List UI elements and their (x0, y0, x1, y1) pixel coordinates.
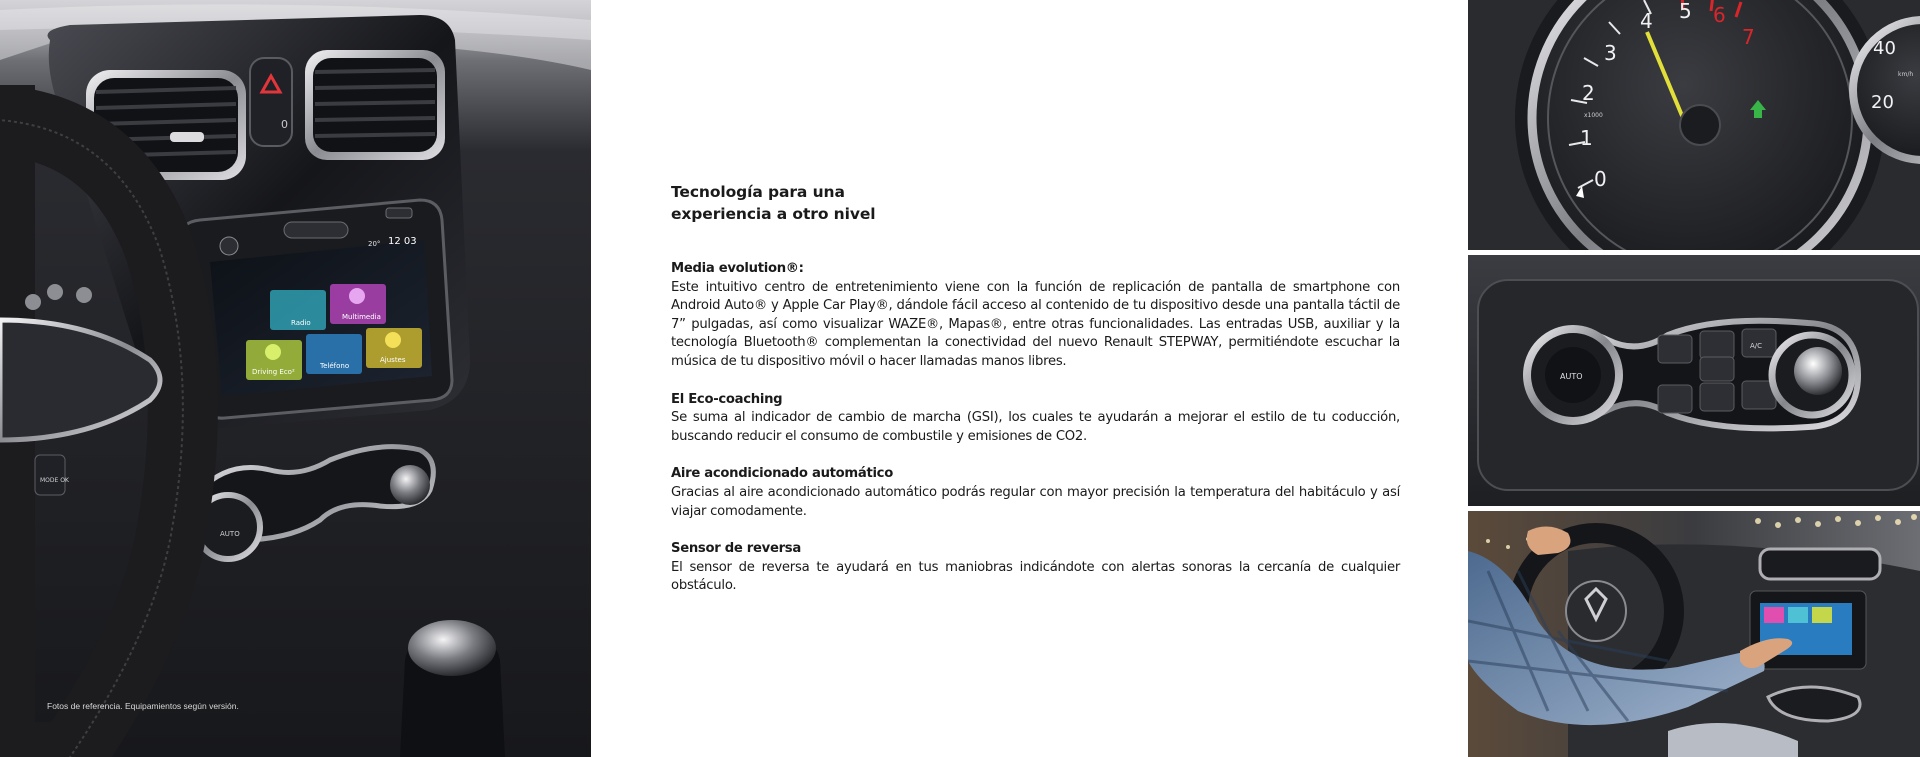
tach-unit: x1000 (1584, 112, 1603, 119)
climate-control-photo (1468, 255, 1920, 506)
photo-column (1468, 0, 1920, 757)
gauge-cluster-photo (1468, 0, 1920, 250)
screen-temperature: 20° (368, 240, 381, 248)
tach-number-6: 6 (1713, 3, 1726, 27)
hazard-button (250, 58, 292, 146)
climate-auto-button-label: AUTO (1560, 372, 1583, 381)
climate-auto-label: AUTO (220, 530, 240, 538)
page-title-line-2: experiencia a otro nivel (671, 205, 876, 223)
photo-caption: Fotos de referencia. Equipamientos según versión. (47, 701, 239, 711)
tach-number-7: 7 (1742, 25, 1755, 49)
section-body: Se suma al indicador de cambio de marcha (GSI), los cuales te ayudarán a mejorar el estilo de tu coducción, buscando reducir el consumo de combustile y emisiones de CO2. (671, 410, 1400, 444)
radio-app-label: Radio (291, 319, 311, 327)
telefono-app-label: Teléfono (320, 362, 350, 370)
gear-shift-knob (400, 620, 505, 757)
speed-number-40: 40 (1873, 38, 1896, 59)
section-media-evolution (671, 260, 1400, 372)
tach-number-5: 5 (1679, 0, 1692, 23)
speed-number-20: 20 (1871, 92, 1894, 113)
media-evolution-unit (178, 200, 452, 418)
climate-ac-button-label: A/C (1750, 342, 1763, 350)
section-title: Sensor de reversa (671, 541, 801, 557)
driver-illustration (1468, 511, 1920, 757)
tach-number-2: 2 (1582, 81, 1595, 105)
screen-clock: 12 03 (388, 236, 417, 247)
content-column (671, 181, 1400, 596)
ajustes-app-label: Ajustes (380, 356, 406, 364)
section-body: Gracias al aire acondicionado automático podrás regular con mayor precisión la temperatura del habitáculo y así viajar comodamente. (671, 484, 1400, 519)
driving-eco-app-label: Driving Eco² (252, 368, 295, 376)
tach-number-0: 0 (1594, 167, 1607, 191)
page-title (671, 181, 1400, 225)
drive-mode-button-label: MODE OK (40, 477, 69, 484)
section-eco-coaching (671, 391, 1400, 447)
dashboard-photo (0, 0, 591, 757)
section-title: El Eco-coaching (671, 391, 783, 407)
section-body: Este intuitivo centro de entretenimiento viene con la función de replicación de pantalla de smartphone con Android Auto® y Apple Car Play®, dándole fácil acceso al contenido de tu dispositivo desde una pantalla táctil de 7” pulgadas, así como visualizar WAZE®, Mapas®, entre otras funcionalidades. Las entradas USB, auxiliar y la tecnología Bluetooth® complementan la conectividad del nuevo Renault STEPWAY, permitiéndote escuchar la música de tu dispositivo móvil o hacer llamadas manos libres. (671, 279, 1400, 369)
section-sensor-reversa (671, 540, 1400, 596)
section-aire-acondicionado (671, 465, 1400, 521)
section-title: Media evolution®: (671, 261, 804, 276)
climate-illustration (1468, 255, 1920, 506)
right-air-vent (305, 50, 445, 160)
speed-unit: km/h (1898, 71, 1914, 78)
tachometer-illustration (1468, 0, 1920, 250)
tach-number-3: 3 (1604, 41, 1617, 65)
tach-number-4: 4 (1640, 9, 1653, 33)
page-title-line-1: Tecnología para una (671, 183, 845, 201)
tach-number-1: 1 (1580, 126, 1593, 150)
driver-touchscreen-photo (1468, 511, 1920, 757)
multimedia-app-label: Multimedia (342, 313, 381, 321)
hazard-zero-label: 0 (281, 118, 288, 131)
section-body: El sensor de reversa te ayudará en tus maniobras indicándote con alertas sonoras la cercanía de cualquier obstáculo. (671, 559, 1400, 594)
section-title: Aire acondicionado automático (671, 466, 893, 482)
dashboard-illustration (0, 0, 591, 757)
